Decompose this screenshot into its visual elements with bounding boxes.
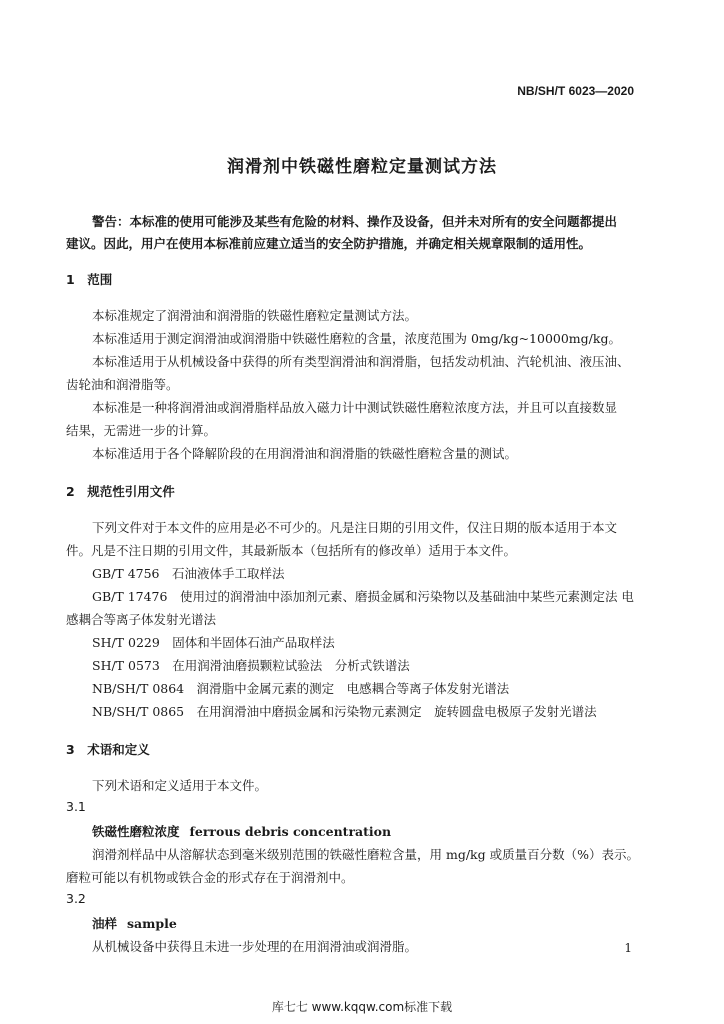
reference-item: NB/SH/T 0864 润滑脂中金属元素的测定 电感耦合等离子体发射光谱法: [92, 681, 510, 696]
reference-item: SH/T 0573 在用润滑油磨损颗粒试验法 分析式铁谱法: [92, 658, 410, 673]
section-1-line: 结果，无需进一步的计算。: [66, 423, 217, 438]
term-en: ferrous debris concentration: [189, 824, 392, 839]
term-en: sample: [127, 916, 177, 931]
term-title: [92, 914, 177, 932]
reference-item: SH/T 0229 固体和半固体石油产品取样法: [92, 635, 335, 650]
section-1-line: 本标准适用于从机械设备中获得的所有类型润滑油和润滑脂，包括发动机油、汽轮机油、液压油、: [92, 354, 630, 369]
reference-item: GB/T 4756 石油液体手工取样法: [92, 566, 285, 581]
warning-line-2: 建议。因此，用户在使用本标准前应建立适当的安全防护措施，并确定相关规章限制的适用性。: [66, 236, 592, 251]
section-1-line: 本标准是一种将润滑油或润滑脂样品放入磁力计中测试铁磁性磨粒浓度方法，并且可以直接数显: [92, 400, 618, 415]
section-2-heading: 2 规范性引用文件: [66, 484, 175, 499]
section-2-line: 下列文件对于本文件的应用是必不可少的。凡是注日期的引用文件，仅注日期的版本适用于本文: [92, 520, 618, 535]
term-definition: 从机械设备中获得且未进一步处理的在用润滑油或润滑脂。: [92, 939, 418, 954]
term-number: 3.2: [66, 891, 86, 906]
term-title: [92, 822, 391, 840]
reference-item: NB/SH/T 0865 在用润滑油中磨损金属和污染物元素测定 旋转圆盘电极原子发射光谱法: [92, 704, 597, 719]
section-3-intro: 下列术语和定义适用于本文件。: [92, 778, 268, 793]
term-definition: 磨粒可能以有机物或铁合金的形式存在于润滑剂中。: [66, 870, 354, 885]
term-definition: 润滑剂样品中从溶解状态到毫米级别范围的铁磁性磨粒含量，用 mg/kg 或质量百分数（%）表示。: [92, 847, 639, 862]
reference-item: GB/T 17476 使用过的润滑油中添加剂元素、磨损金属和污染物以及基础油中某些元素测定法 电: [92, 589, 634, 604]
section-3-heading: 3 术语和定义: [66, 742, 150, 757]
section-1-line: 齿轮油和润滑脂等。: [66, 377, 179, 392]
footer-watermark: 库七七 www.kqqw.com标准下载: [271, 1000, 453, 1014]
standard-code: NB/SH/T 6023—2020: [517, 84, 634, 98]
term-zh: 铁磁性磨粒浓度: [92, 824, 180, 839]
section-2-line: 件。凡是不注日期的引用文件，其最新版本（包括所有的修改单）适用于本文件。: [66, 543, 517, 558]
section-1-line: 本标准规定了润滑油和润滑脂的铁磁性磨粒定量测试方法。: [92, 308, 418, 323]
term-zh: 油样: [92, 916, 118, 931]
document-title: 润滑剂中铁磁性磨粒定量测试方法: [227, 157, 497, 177]
term-number: 3.1: [66, 799, 86, 814]
section-1-line: 本标准适用于测定润滑油或润滑脂中铁磁性磨粒的含量，浓度范围为 0mg/kg~10000mg/kg。: [92, 331, 621, 346]
reference-item: 感耦合等离子体发射光谱法: [66, 612, 217, 627]
section-1-line: 本标准适用于各个降解阶段的在用润滑油和润滑脂的铁磁性磨粒含量的测试。: [92, 446, 518, 461]
warning-line-1: 警告：本标准的使用可能涉及某些有危险的材料、操作及设备，但并未对所有的安全问题都提出: [92, 214, 618, 229]
page-number: 1: [624, 941, 632, 955]
section-1-heading: 1 范围: [66, 272, 113, 287]
